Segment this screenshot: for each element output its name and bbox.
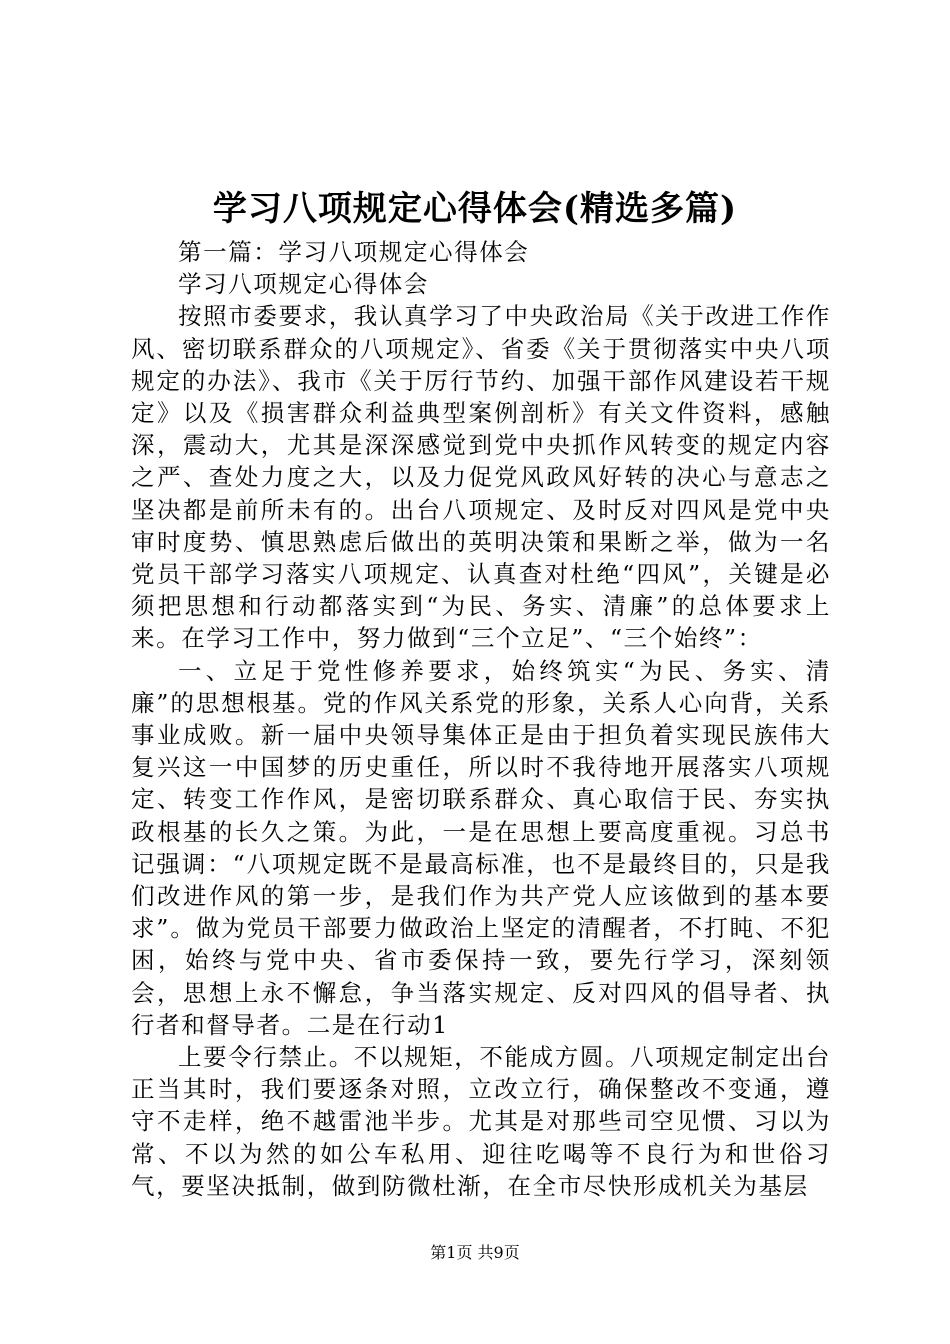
- paragraph-point-one: 一、立足于党性修养要求，始终筑实“为民、务实、清廉”的思想根基。党的作风关系党的形象，关系人心向背，关系事业成败。新一届中央领导集体正是由于担负着实现民族伟大复兴这一中国梦的历史重任，所以时不我待地开展落实八项规定、转变工作作风，是密切联系群众、真心取信于民、夯实执政根基的长久之策。为此，一是在思想上要高度重视。习总书记强调：“八项规定既不是最高标准，也不是最终目的，只是我们改进作风的第一步，是我们作为共产党人应该做到的基本要求”。做为党员干部要力做政治上坚定的清醒者，不打盹、不犯困，始终与党中央、省市委保持一致，要先行学习，深刻领会，思想上永不懈怠，争当落实规定、反对四风的倡导者、执行者和督导者。二是在行动1: [131, 656, 831, 1039]
- document-title: 学习八项规定心得体会(精选多篇): [212, 189, 738, 229]
- section-heading: 第一篇：学习八项规定心得体会: [178, 238, 530, 266]
- paragraph-intro: 按照市委要求，我认真学习了中央政治局《关于改进工作作风、密切联系群众的八项规定》、省委《关于贯彻落实中央八项规定的办法》、我市《关于厉行节约、加强干部作风建设若干规定》以及《损害群众利益典型案例剖析》有关文件资料，感触深，震动大，尤其是深深感觉到党中央抓作风转变的规定内容之严、查处力度之大，以及力促党风政风好转的决心与意志之坚决都是前所未有的。出台八项规定、及时反对四风是党中央审时度势、慎思熟虑后做出的英明决策和果断之举，做为一名党员干部学习落实八项规定、认真查对杜绝“四风”，关键是必须把思想和行动都落实到“为民、务实、清廉”的总体要求上来。在学习工作中，努力做到“三个立足”、“三个始终”：: [131, 302, 831, 653]
- sub-heading: 学习八项规定心得体会: [178, 270, 429, 299]
- document-body: [131, 236, 831, 1202]
- paragraph-continuation: 上要令行禁止。不以规矩，不能成方圆。八项规定制定出台正当其时，我们要逐条对照，立改立行，确保整改不变通，遵守不走样，绝不越雷池半步。尤其是对那些司空见惯、习以为常、不以为然的如公车私用、迎往吃喝等不良行为和世俗习气，要坚决抵制，做到防微杜渐，在全市尽快形成机关为基层: [131, 1043, 831, 1200]
- page-footer: 第1页 共9页: [430, 1243, 520, 1262]
